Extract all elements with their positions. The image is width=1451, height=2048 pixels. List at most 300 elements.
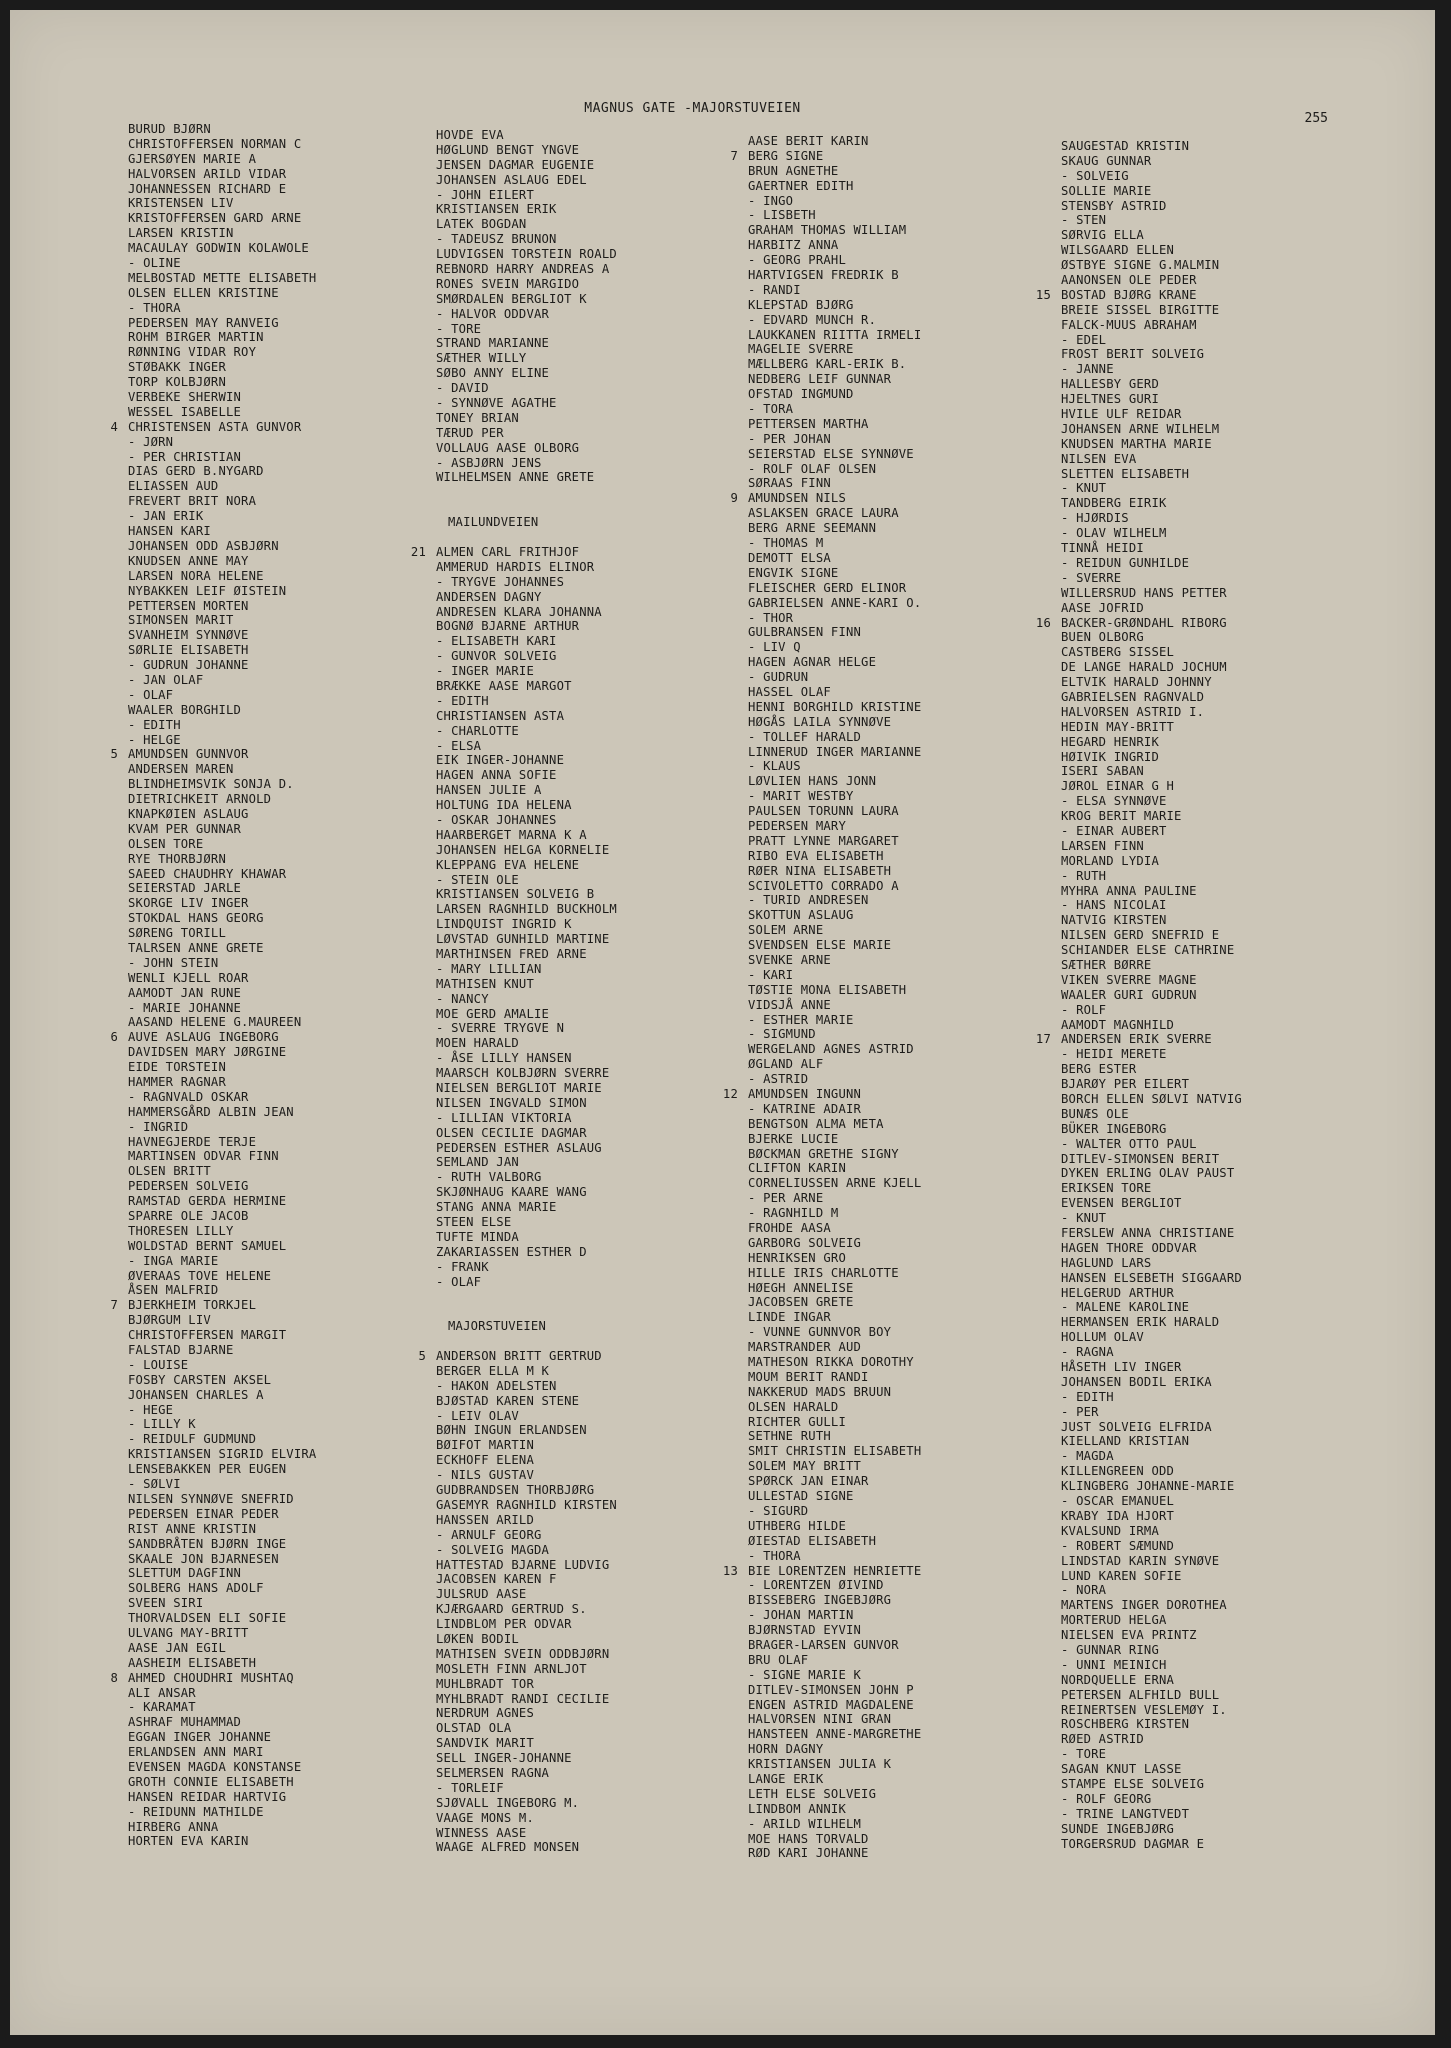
resident-entry: [128, 1164, 316, 1179]
resident-entry: [436, 322, 617, 337]
street-name: MAJORSTUVEIEN: [448, 1319, 546, 1334]
resident-entry: [436, 649, 617, 664]
resident-name: WILLERSRUD HANS PETTER: [1061, 585, 1227, 600]
resident-entry: [748, 1727, 921, 1742]
house-number: 7: [110, 1298, 118, 1313]
resident-entry: [128, 1358, 316, 1373]
resident-name: - ARNULF GEORG: [436, 1527, 542, 1542]
resident-name: RYE THORBJØRN: [128, 851, 226, 866]
resident-name: MATHISEN SVEIN ODDBJØRN: [436, 1646, 610, 1661]
resident-entry: [1061, 1181, 1242, 1196]
resident-entry: [128, 703, 316, 718]
resident-name: FOSBY CARSTEN AKSEL: [128, 1372, 272, 1387]
resident-entry: [1061, 1628, 1242, 1643]
resident-entry: [1061, 481, 1242, 496]
resident-entry: [1061, 526, 1242, 541]
resident-entry: [436, 932, 617, 947]
resident-entry: [1061, 735, 1242, 750]
resident-entry: [128, 1060, 316, 1075]
resident-name: HEDIN MAY-BRITT: [1061, 719, 1175, 734]
resident-name: CLIFTON KARIN: [748, 1161, 846, 1176]
resident-entry: [748, 670, 921, 685]
resident-name: DE LANGE HARALD JOCHUM: [1061, 660, 1227, 675]
resident-name: DYKEN ERLING OLAV PAUST: [1061, 1166, 1235, 1181]
resident-name: HÅSETH LIV INGER: [1061, 1360, 1182, 1375]
resident-name: - SIGNE MARIE K: [748, 1667, 862, 1682]
resident-entry: [128, 792, 316, 807]
resident-entry: [436, 277, 617, 292]
resident-entry: [128, 226, 316, 241]
resident-name: - EDVARD MUNCH R.: [748, 312, 877, 327]
resident-entry: [1061, 1152, 1242, 1167]
resident-entry: [748, 1266, 921, 1281]
resident-entry: [1061, 199, 1242, 214]
resident-entry: [1061, 273, 1242, 288]
resident-entry: [748, 238, 921, 253]
resident-entry: [1061, 1807, 1242, 1822]
resident-entry: [722, 1563, 922, 1579]
resident-entry: [436, 1185, 617, 1200]
resident-name: SÆTHER WILLY: [436, 351, 527, 366]
resident-entry: [1061, 839, 1242, 854]
resident-entry: [748, 596, 921, 611]
resident-name: STRAND MARIANNE: [436, 336, 550, 351]
resident-name: SØRLIE ELISABETH: [128, 643, 249, 658]
resident-entry: [436, 1379, 617, 1394]
resident-name: BLINDHEIMSVIK SONJA D.: [128, 777, 294, 792]
resident-name: ERIKSEN TORE: [1061, 1181, 1152, 1196]
resident-name: LØVSTAD GUNHILD MARTINE: [436, 932, 610, 947]
resident-entry: [436, 381, 617, 396]
resident-name: STANG ANNA MARIE: [436, 1200, 557, 1215]
resident-name: STEEN ELSE: [436, 1215, 512, 1230]
resident-name: - RAGNHILD M: [748, 1206, 839, 1221]
resident-name: BRUN AGNETHE: [748, 163, 839, 178]
resident-name: DIETRICHKEIT ARNOLD: [128, 792, 272, 807]
resident-entry: [748, 1415, 921, 1430]
resident-name: SKORGE LIV INGER: [128, 896, 249, 911]
resident-entry: [748, 1578, 921, 1593]
resident-entry: [1061, 943, 1242, 958]
resident-name: MAGELIE SVERRE: [748, 342, 854, 357]
resident-name: OLSEN BRITT: [128, 1164, 211, 1179]
resident-name: LARSEN NORA HELENE: [128, 568, 264, 583]
resident-entry: [436, 1706, 617, 1721]
resident-name: HANSEN KARI: [128, 524, 211, 539]
resident-entry: [436, 1692, 617, 1707]
resident-name: CASTBERG SISSEL: [1061, 645, 1175, 660]
resident-name: RØED ASTRID: [1061, 1732, 1144, 1747]
resident-entry: [128, 1447, 316, 1462]
resident-entry: [128, 1581, 316, 1596]
resident-entry: [128, 1611, 316, 1626]
resident-name: HIRBERG ANNA: [128, 1819, 219, 1834]
resident-entry: [748, 789, 921, 804]
resident-entry: [748, 834, 921, 849]
resident-entry: [128, 1507, 316, 1522]
resident-name: BIE LORENTZEN HENRIETTE: [748, 1563, 922, 1578]
resident-name: - EINAR AUBERT: [1061, 823, 1167, 838]
resident-entry: [748, 864, 921, 879]
resident-entry: [1061, 1271, 1242, 1286]
resident-name: HANSEN JULIE A: [436, 783, 542, 798]
resident-entry: [748, 1653, 921, 1668]
resident-entry: [1061, 809, 1242, 824]
resident-name: WILHELMSEN ANNE GRETE: [436, 470, 595, 485]
resident-name: DIAS GERD B.NYGARD: [128, 464, 264, 479]
resident-name: WENLI KJELL ROAR: [128, 970, 249, 985]
resident-entry: [128, 628, 316, 643]
resident-name: WINNESS AASE: [436, 1825, 527, 1840]
resident-name: STENSBY ASTRID: [1061, 198, 1167, 213]
resident-name: MELBOSTAD METTE ELISABETH: [128, 270, 317, 285]
resident-entry: [1061, 601, 1242, 616]
resident-entry: [128, 1715, 316, 1730]
resident-name: BØCKMAN GRETHE SIGNY: [748, 1146, 899, 1161]
resident-entry: [1061, 1703, 1242, 1718]
resident-entry: [128, 405, 316, 420]
resident-entry: [436, 1811, 617, 1826]
resident-entry: [1061, 377, 1242, 392]
street-heading: [436, 1319, 617, 1334]
resident-name: SANDVIK MARIT: [436, 1736, 534, 1751]
resident-name: OLSTAD OLA: [436, 1721, 512, 1736]
resident-entry: [748, 313, 921, 328]
resident-name: JOHANSEN ARNE WILHELM: [1061, 421, 1220, 436]
resident-name: - JAN ERIK: [128, 509, 204, 524]
resident-name: HANSEN REIDAR HARTVIG: [128, 1789, 287, 1804]
resident-name: - LILLY K: [128, 1417, 196, 1432]
resident-entry: [436, 1275, 617, 1290]
resident-entry: [1061, 645, 1242, 660]
column-1: [110, 122, 317, 1849]
resident-entry: [110, 419, 316, 435]
resident-name: - TRYGVE JOHANNES: [436, 574, 565, 589]
resident-entry: [436, 843, 617, 858]
resident-entry: [748, 1683, 921, 1698]
resident-entry: [128, 1105, 316, 1120]
resident-name: UTHBERG HILDE: [748, 1518, 846, 1533]
resident-entry: [1061, 1286, 1242, 1301]
resident-name: HERMANSEN ERIK HARALD: [1061, 1315, 1220, 1330]
resident-entry: [436, 1468, 617, 1483]
resident-entry: [436, 605, 617, 620]
resident-entry: [128, 613, 316, 628]
resident-name: HALVORSEN NINI GRAN: [748, 1712, 892, 1727]
resident-entry: [748, 1310, 921, 1325]
resident-entry: [128, 852, 316, 867]
resident-name: MATHISEN KNUT: [436, 976, 534, 991]
resident-name: KRISTIANSEN SIGRID ELVIRA: [128, 1447, 317, 1462]
resident-entry: [436, 396, 617, 411]
resident-name: CORNELIUSSEN ARNE KJELL: [748, 1176, 922, 1191]
resident-name: AASE JAN EGIL: [128, 1640, 226, 1655]
resident-name: - REIDUN GUNHILDE: [1061, 555, 1190, 570]
resident-entry: [1061, 958, 1242, 973]
resident-name: ANDERSEN ERIK SVERRE: [1061, 1032, 1212, 1047]
resident-entry: [748, 1742, 921, 1757]
resident-entry: [436, 1409, 617, 1424]
resident-name: RIBO EVA ELISABETH: [748, 848, 884, 863]
resident-name: LUND KAREN SOFIE: [1061, 1568, 1182, 1583]
resident-name: - SOLVEIG MAGDA: [436, 1542, 550, 1557]
resident-entry: [1061, 1166, 1242, 1181]
resident-name: LINDSTAD KARIN SYNØVE: [1061, 1553, 1220, 1568]
resident-entry: [748, 700, 921, 715]
resident-name: AASE BERIT KARIN: [748, 134, 869, 148]
resident-entry: [748, 953, 921, 968]
resident-name: - PER: [1061, 1404, 1099, 1419]
resident-entry: [1061, 184, 1242, 199]
resident-name: - JOHAN MARTIN: [748, 1608, 854, 1623]
resident-entry: [748, 655, 921, 670]
resident-entry: [436, 232, 617, 247]
resident-entry: [128, 837, 316, 852]
resident-name: NAKKERUD MADS BRUUN: [748, 1384, 892, 1399]
resident-entry: [128, 1001, 316, 1016]
resident-entry: [748, 685, 921, 700]
resident-name: SØBO ANNY ELINE: [436, 366, 550, 381]
resident-entry: [436, 1438, 617, 1453]
resident-name: BURUD BJØRN: [128, 122, 211, 136]
resident-entry: [128, 122, 316, 137]
resident-name: - SVERRE TRYGVE N: [436, 1021, 565, 1036]
resident-entry: [436, 753, 617, 768]
resident-name: GULBRANSEN FINN: [748, 625, 862, 640]
resident-name: HØEGH ANNELISE: [748, 1280, 854, 1295]
resident-name: MARTENS INGER DOROTHEA: [1061, 1598, 1227, 1613]
resident-entry: [128, 1641, 316, 1656]
resident-name: AASAND HELENE G.MAUREEN: [128, 1015, 302, 1030]
resident-entry: [748, 1429, 921, 1444]
resident-name: HAGEN AGNAR HELGE: [748, 655, 877, 670]
resident-entry: [1061, 541, 1242, 556]
resident-name: - LEIV OLAV: [436, 1408, 519, 1423]
resident-name: BOGNØ BJARNE ARTHUR: [436, 619, 580, 634]
page-number: 255: [1304, 111, 1328, 126]
resident-entry: [436, 441, 617, 456]
resident-name: GAERTNER EDITH: [748, 178, 854, 193]
resident-name: LATEK BOGDAN: [436, 217, 527, 232]
resident-entry: [128, 509, 316, 524]
resident-name: - RAGNA: [1061, 1345, 1114, 1360]
resident-name: FALCK-MUUS ABRAHAM: [1061, 317, 1197, 332]
resident-entry: [748, 1623, 921, 1638]
resident-name: FERSLEW ANNA CHRISTIANE: [1061, 1226, 1235, 1241]
resident-name: HØIVIK INGRID: [1061, 749, 1159, 764]
resident-entry: [128, 1626, 316, 1641]
resident-entry: [748, 983, 921, 998]
resident-name: JACOBSEN KAREN F: [436, 1572, 557, 1587]
resident-entry: [748, 804, 921, 819]
resident-name: KNUDSEN MARTHA MARIE: [1061, 436, 1212, 451]
resident-entry: [128, 1388, 316, 1403]
resident-name: - NORA: [1061, 1583, 1107, 1598]
resident-entry: [128, 1820, 316, 1835]
resident-name: HAMMER RAGNAR: [128, 1075, 226, 1089]
resident-entry: [128, 599, 316, 614]
resident-entry: [1061, 422, 1242, 437]
resident-entry: [1061, 1375, 1242, 1390]
resident-name: THORESEN LILLY: [128, 1223, 234, 1238]
resident-entry: [128, 1417, 316, 1432]
resident-entry: [128, 941, 316, 956]
resident-entry: [748, 506, 921, 521]
blank-line: [436, 1334, 617, 1349]
resident-entry: [436, 887, 617, 902]
resident-entry: [730, 148, 921, 164]
resident-entry: [748, 164, 921, 179]
resident-name: NERDRUM AGNES: [436, 1706, 534, 1721]
resident-entry: [1061, 1077, 1242, 1092]
resident-name: CHRISTIANSEN ASTA: [436, 708, 565, 723]
resident-name: DITLEV-SIMONSEN JOHN P: [748, 1682, 914, 1697]
resident-entry: [1061, 1658, 1242, 1673]
resident-entry: [748, 1281, 921, 1296]
resident-name: - ROLF: [1061, 1002, 1107, 1017]
resident-name: MÆLLBERG KARL-ERIK B.: [748, 357, 907, 372]
resident-entry: [436, 1483, 617, 1498]
resident-name: KILLENGREEN ODD: [1061, 1464, 1175, 1479]
resident-entry: [128, 271, 316, 286]
resident-name: - TORE: [1061, 1747, 1107, 1762]
resident-entry: [748, 432, 921, 447]
resident-entry: [436, 783, 617, 798]
resident-entry: [748, 1132, 921, 1147]
resident-entry: [1061, 392, 1242, 407]
resident-name: - PER CHRISTIAN: [128, 449, 242, 464]
resident-name: HAARBERGET MARNA K A: [436, 827, 587, 842]
resident-entry: [110, 1670, 316, 1686]
resident-name: STØBAKK INGER: [128, 360, 226, 375]
resident-entry: [748, 417, 921, 432]
resident-entry: [436, 1141, 617, 1156]
resident-entry: [436, 1423, 617, 1438]
resident-name: GUDBRANDSEN THORBJØRG: [436, 1483, 595, 1498]
resident-name: OLSEN ELLEN KRISTINE: [128, 285, 279, 300]
resident-entry: [748, 849, 921, 864]
resident-name: ECKHOFF ELENA: [436, 1453, 534, 1468]
resident-name: ANDERSEN DAGNY: [436, 589, 542, 604]
resident-entry: [1061, 303, 1242, 318]
resident-name: ISERI SABAN: [1061, 764, 1144, 779]
resident-entry: [1061, 1241, 1242, 1256]
resident-name: - MAGDA: [1061, 1449, 1114, 1464]
resident-name: LINDQUIST INGRID K: [436, 917, 572, 932]
resident-entry: [1061, 1018, 1242, 1033]
resident-name: WERGELAND AGNES ASTRID: [748, 1042, 914, 1057]
resident-entry: [128, 1834, 316, 1849]
resident-name: KLINGBERG JOHANNE-MARIE: [1061, 1479, 1235, 1494]
resident-entry: [436, 1721, 617, 1736]
resident-name: SETHNE RUTH: [748, 1429, 831, 1444]
resident-name: - ASTRID: [748, 1072, 809, 1087]
resident-entry: [1061, 1003, 1242, 1018]
resident-entry: [748, 1817, 921, 1832]
resident-entry: [748, 1772, 921, 1787]
resident-name: BACKER-GRØNDAHL RIBORG: [1061, 615, 1227, 630]
resident-name: GABRIELSEN RAGNVALD: [1061, 689, 1205, 704]
house-number: 12: [722, 1087, 738, 1101]
resident-entry: [748, 208, 921, 223]
resident-name: EVENSEN BERGLIOT: [1061, 1196, 1182, 1211]
resident-name: EVENSEN MAGDA KONSTANSE: [128, 1759, 302, 1774]
resident-name: - INGER MARIE: [436, 664, 534, 679]
resident-entry: [748, 1474, 921, 1489]
resident-entry: [748, 134, 921, 149]
resident-entry: [128, 881, 316, 896]
resident-name: MARTHINSEN FRED ARNE: [436, 946, 587, 961]
resident-entry: [1061, 467, 1242, 482]
resident-name: HAVNEGJERDE TERJE: [128, 1134, 257, 1149]
resident-name: - EDEL: [1061, 332, 1107, 347]
resident-name: - HELGE: [128, 732, 181, 747]
resident-name: HJELTNES GURI: [1061, 392, 1159, 407]
resident-name: SCIVOLETTO CORRADO A: [748, 878, 899, 893]
resident-name: AMUNDSEN NILS: [748, 491, 846, 506]
resident-entry: [1061, 1554, 1242, 1569]
resident-name: KRABY IDA HJORT: [1061, 1508, 1175, 1523]
resident-entry: [748, 1787, 921, 1802]
resident-name: BRÆKKE AASE MARGOT: [436, 678, 572, 693]
resident-entry: [1061, 1300, 1242, 1315]
resident-name: SKAUG GUNNAR: [1061, 153, 1152, 168]
resident-entry: [748, 447, 921, 462]
resident-name: - HJØRDIS: [1061, 511, 1129, 526]
resident-name: LØKEN BODIL: [436, 1631, 519, 1646]
resident-name: ULLESTAD SIGNE: [748, 1489, 854, 1504]
resident-name: - CHARLOTTE: [436, 723, 519, 738]
resident-entry: [436, 456, 617, 471]
resident-name: ANDERSEN MAREN: [128, 762, 234, 777]
resident-name: NIELSEN BERGLIOT MARIE: [436, 1081, 602, 1095]
resident-name: ROHM BIRGER MARTIN: [128, 330, 264, 345]
resident-entry: [128, 1596, 316, 1611]
resident-entry: [436, 188, 617, 203]
resident-name: MYHRA ANNA PAULINE: [1061, 883, 1197, 898]
resident-name: LINDE INGAR: [748, 1310, 831, 1325]
resident-name: BERG SIGNE: [748, 148, 824, 163]
resident-name: SVENDSEN ELSE MARIE: [748, 938, 892, 953]
resident-name: JOHANSEN HELGA KORNELIE: [436, 842, 610, 857]
resident-name: - GUNVOR SOLVEIG: [436, 649, 557, 664]
resident-name: HAMMERSGÅRD ALBIN JEAN: [128, 1104, 294, 1119]
resident-name: KJÆRGAARD GERTRUD S.: [436, 1602, 587, 1617]
resident-name: HØGLUND BENGT YNGVE: [436, 142, 580, 157]
resident-entry: [128, 1745, 316, 1760]
resident-entry: [748, 1668, 921, 1683]
resident-name: HEGARD HENRIK: [1061, 734, 1159, 749]
resident-name: KRISTENSEN LIV: [128, 196, 234, 211]
resident-name: AMMERUD HARDIS ELINOR: [436, 559, 595, 574]
resident-entry: [748, 581, 921, 596]
resident-name: HOLLUM OLAV: [1061, 1330, 1144, 1345]
resident-entry: [128, 1179, 316, 1194]
resident-name: NYBAKKEN LEIF ØISTEIN: [128, 583, 287, 598]
resident-name: - FRANK: [436, 1259, 489, 1274]
resident-name: - ROLF GEORG: [1061, 1791, 1152, 1806]
resident-name: BJARØY PER EILERT: [1061, 1077, 1190, 1092]
resident-name: - KLAUS: [748, 759, 801, 774]
resident-name: HASSEL OLAF: [748, 684, 831, 699]
resident-name: FROHDE AASA: [748, 1221, 831, 1236]
resident-entry: [128, 1090, 316, 1105]
resident-entry: [128, 1120, 316, 1135]
resident-name: VIDSJÅ ANNE: [748, 997, 831, 1012]
resident-name: BJERKHEIM TORKJEL: [128, 1298, 257, 1313]
resident-entry: [436, 1096, 617, 1111]
resident-entry: [1061, 1792, 1242, 1807]
